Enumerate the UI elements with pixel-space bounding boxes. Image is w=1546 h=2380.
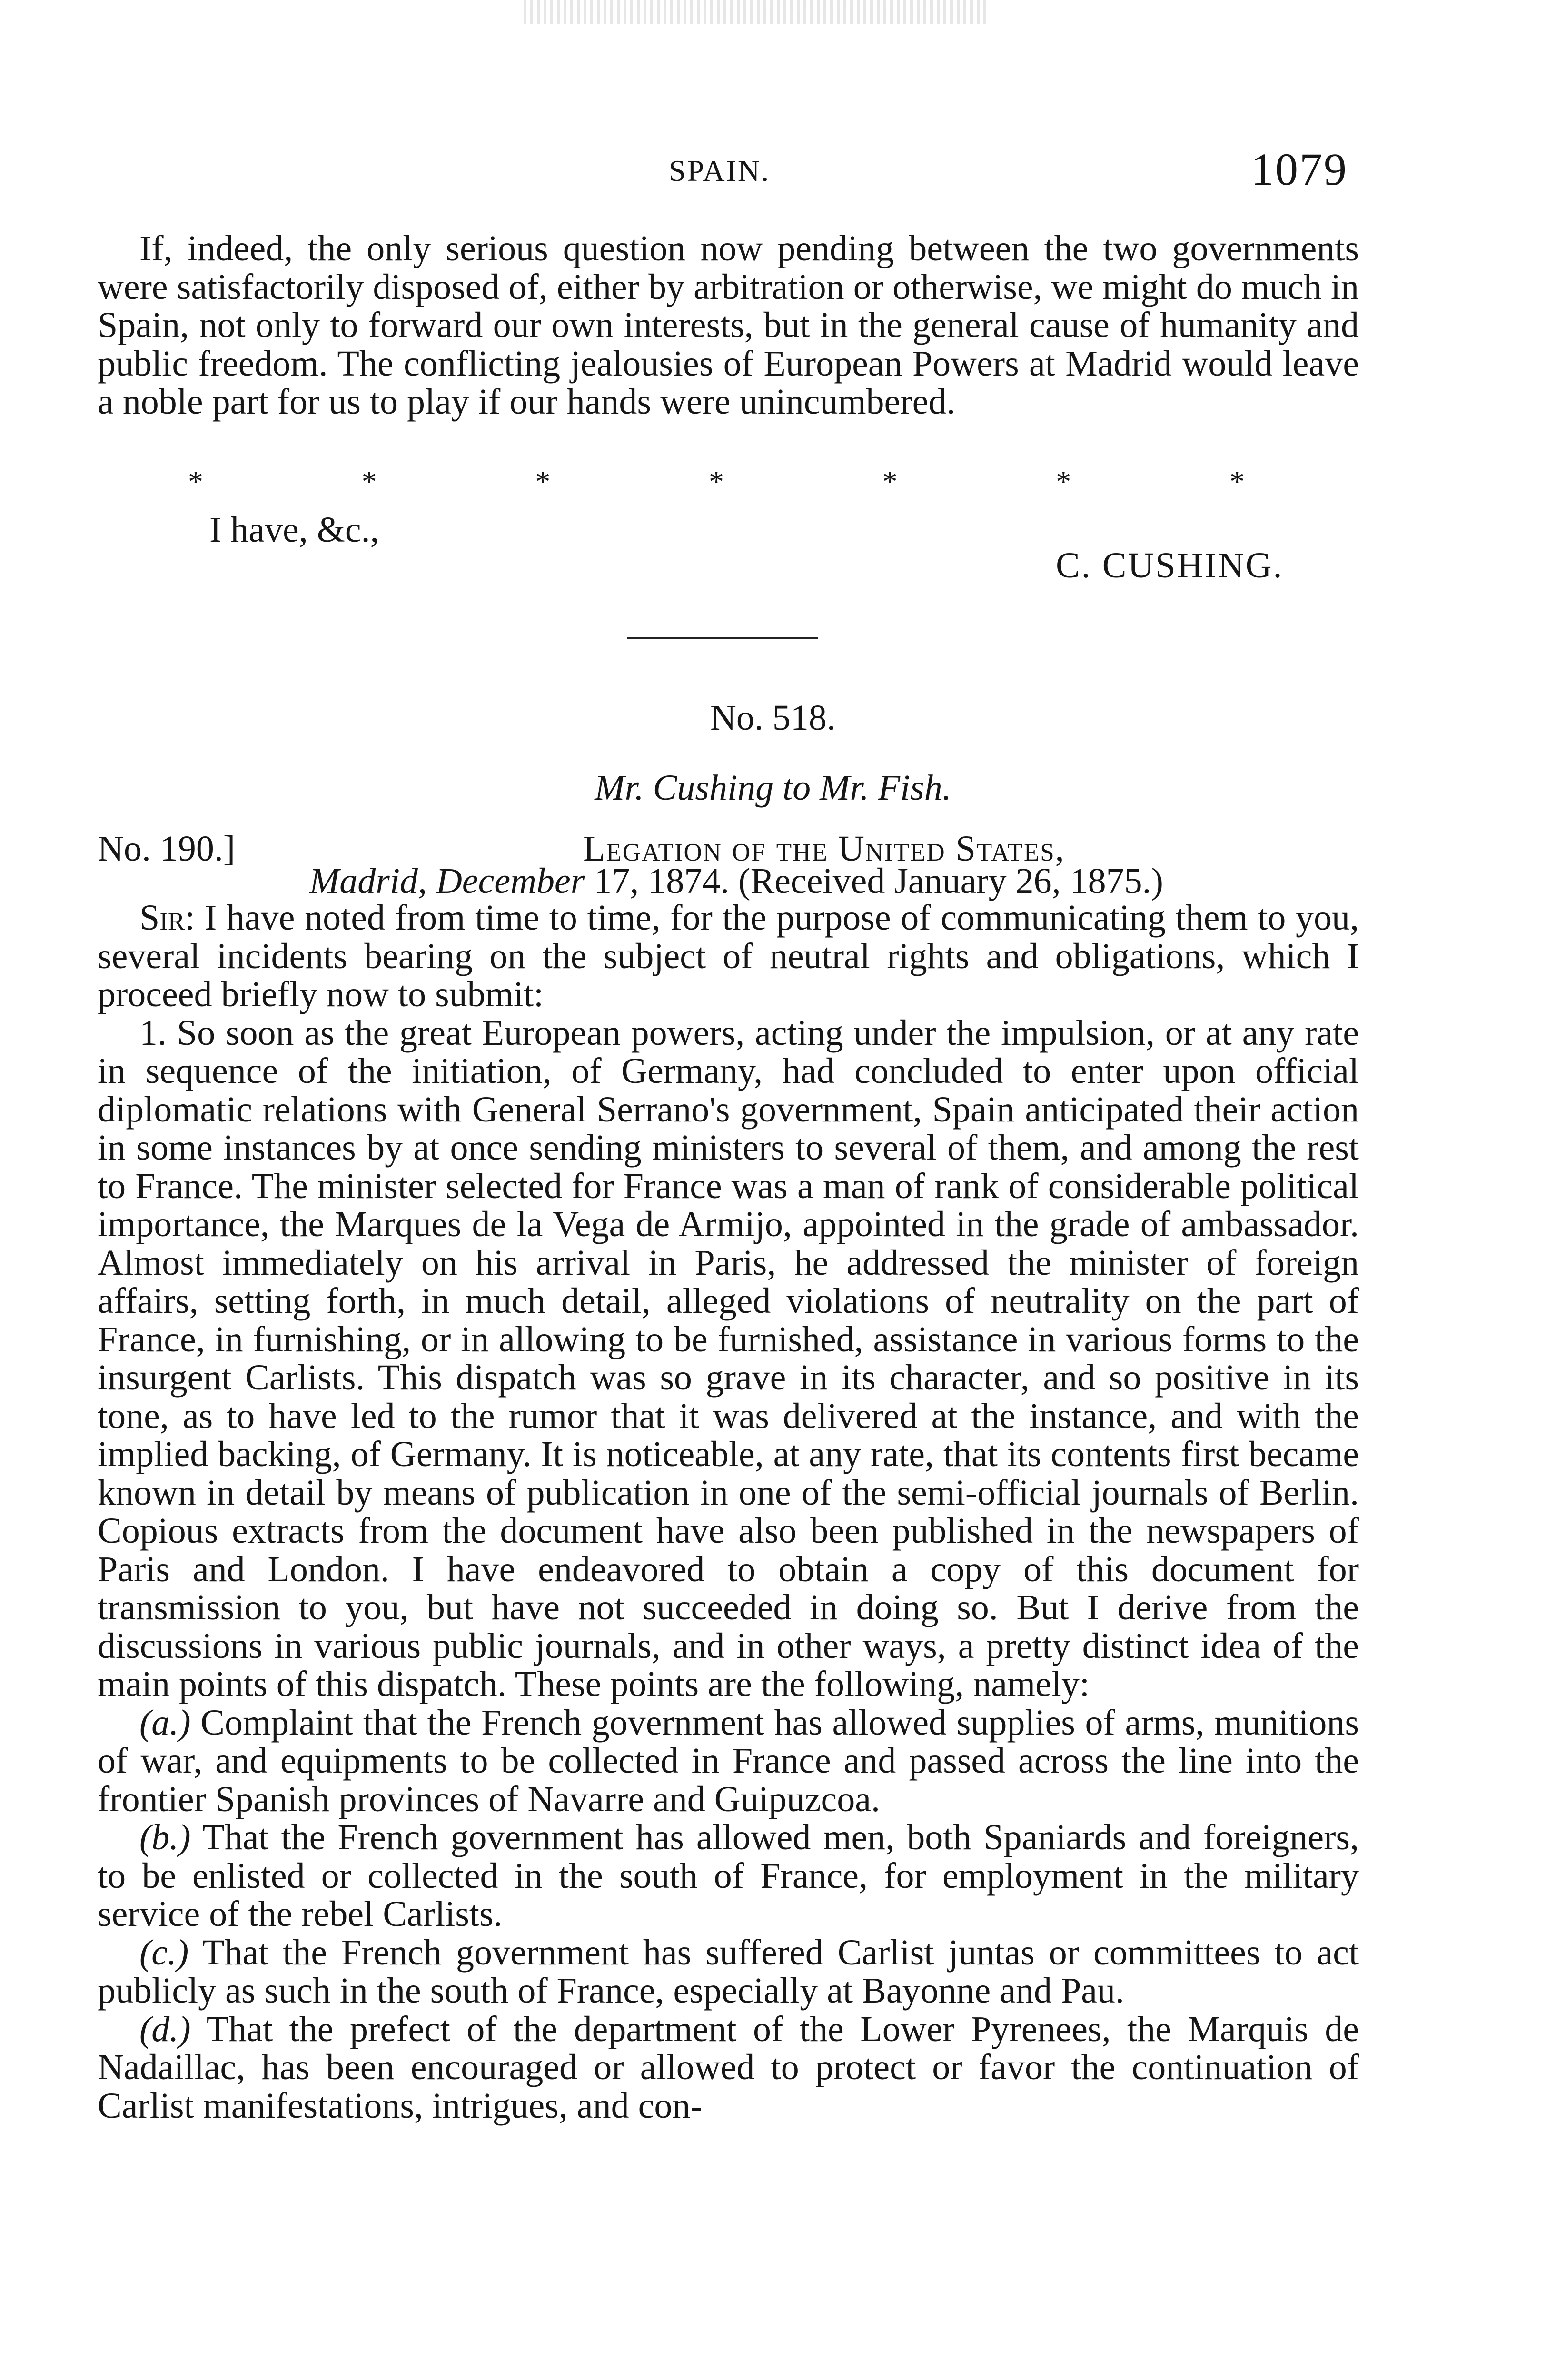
asterisk: * (882, 465, 898, 498)
subpoint-label: (d.) (139, 2009, 191, 2049)
running-title: SPAIN. (669, 154, 771, 188)
legation-heading: Legation of the United States, (583, 829, 1065, 869)
prior-letter-paragraph: If, indeed, the only serious question now pending between the two governments were satisfactorily disposed of, either by arbitration or otherwise, we might do much in Spain, not only to forward our own interests, but in the general cause of humanity and public freedom. The conflicting jealousies of European Powers at Madrid would leave a noble part for us to play if our hands were unincumbered. (98, 228, 1359, 422)
subpoint-b (98, 1818, 1359, 1934)
dateline (309, 861, 1163, 902)
prior-letter-body (98, 229, 1359, 421)
intro-paragraph (98, 899, 1359, 1014)
subpoint-label: (b.) (139, 1817, 191, 1857)
asterisk: * (535, 465, 551, 498)
dateline-place: Madrid, December (309, 861, 585, 901)
point-1-paragraph: 1. So soon as the great European powers, acting under the impulsion, or at any rate in sequence of the initiation, of Germany, had concluded to enter upon official diplomatic relations with General Serrano's government, Spain anticipated their action in some instances by at once sending ministers to several of them, and among the rest to France. The minister selected for France was a man of rank of considerable political importance, the Marques de la Vega de Armijo, appointed in the grade of ambassador. Almost immediately on his arrival in Paris, he addressed the minister of foreign affairs, setting forth, in much detail, alleged violations of neutrality on the part of France, in furnishing, or in allowing to be furnished, assistance in various forms to the insurgent Carlists. This dispatch was so grave in its character, and so positive in its tone, as to have led to the rumor that it was delivered at the instance, and with the implied backing, of Germany. It is noticeable, at any rate, that its contents first became known in detail by means of publication in one of the semi-official journals of Berlin. Copious extracts from the document have also been published in the newspapers of Paris and London. I have endeavored to obtain a copy of this document for transmission to you, but have not succeeded in doing so. But I derive from the discussions in various public journals, and in other ways, a pretty distinct idea of the main points of this dispatch. These points are the following, namely: (98, 1012, 1359, 1704)
separator-rule (627, 637, 818, 639)
asterisk: * (1056, 465, 1071, 498)
asterisk: * (1229, 465, 1245, 498)
asterisk: * (188, 465, 203, 498)
intro-text: : I have noted from time to time, for the purpose of communicating them to you, several incidents bearing on the subject of neutral rights and obligations, which I proceed briefly now to submit: (98, 898, 1359, 1014)
dateline-date: 17, 1874. (Received January 26, 1875.) (585, 861, 1163, 901)
closing-formula: I have, &c., (209, 510, 379, 550)
page-number: 1079 (1251, 144, 1348, 195)
document-number: No. 518. (710, 698, 836, 738)
asterisk: * (361, 465, 377, 498)
signature: C. CUSHING. (1056, 545, 1284, 585)
subpoint-text: That the prefect of the department of the Lower Pyrenees, the Marquis de Nadaillac, has been encouraged or allowed to protect or favor the continuation of Carlist manifestations, intrigues, and con- (98, 2009, 1359, 2126)
dispatch-number: No. 190.] (98, 829, 236, 869)
ellipsis-asterisks (188, 464, 1245, 499)
dispatch-body (98, 899, 1359, 2125)
asterisk: * (708, 465, 724, 498)
subpoint-label: (a.) (139, 1702, 191, 1743)
subpoint-text: That the French government has suffered Carlist juntas or committees to act publicly as such in the south of France, especially at Bayonne and Pau. (98, 1932, 1359, 2011)
scan-artifact (524, 0, 990, 24)
subpoint-a (98, 1704, 1359, 1819)
subpoint-text: That the French government has allowed men, both Spaniards and foreigners, to be enlisted or collected in the south of France, for employment in the military service of the rebel Carlists. (98, 1817, 1359, 1934)
subpoint-d (98, 2010, 1359, 2125)
subpoint-label: (c.) (139, 1932, 189, 1973)
document-title: Mr. Cushing to Mr. Fish. (595, 768, 951, 808)
running-head (0, 143, 1546, 195)
subpoint-text: Complaint that the French government has allowed supplies of arms, munitions of war, and equipments to be collected in France and passed across the line into the frontier Spanish provinces of Navarre and Guipuzcoa. (98, 1702, 1359, 1819)
subpoint-c (98, 1934, 1359, 2010)
salutation: Sir (139, 898, 185, 938)
